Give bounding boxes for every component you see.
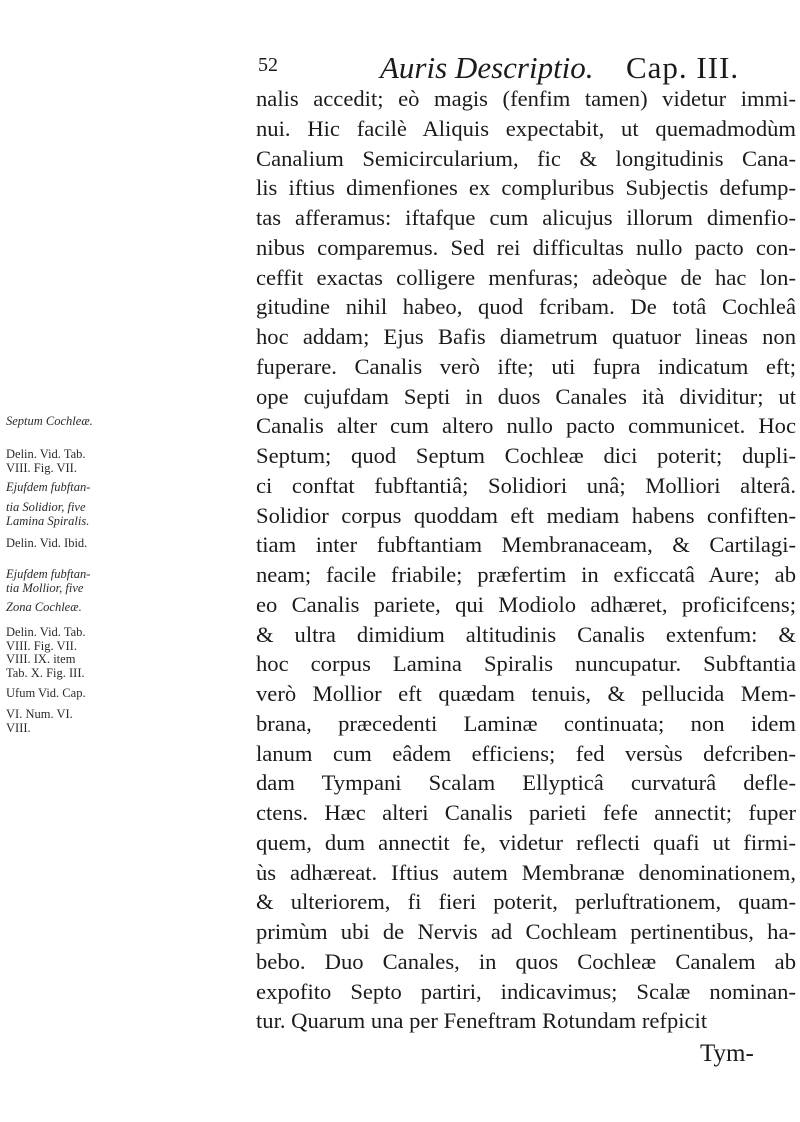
margin-note: tia Solidior, five: [6, 500, 86, 514]
margin-note: Ejufdem fubftan-: [6, 480, 91, 494]
text-line: Septum; quod Septum Cochleæ dici poterit; dupli-: [256, 443, 796, 468]
text-line: & ultra dimidium altitudinis Canalis extenfum: &: [256, 621, 796, 647]
text-line: Canalis alter cum altero nullo pacto communicet. Hoc: [256, 413, 796, 439]
margin-note: Lamina Spiralis.: [6, 514, 90, 528]
margin-note: VIII. IX. item: [6, 652, 76, 666]
text-line: & ulteriorem, fi fieri poterit, perluftrationem, quam-: [256, 889, 796, 915]
chapter-label: Cap. III.: [626, 50, 740, 85]
text-line: tiam inter fubftantiam Membranaceam, & Cartilagi-: [256, 532, 796, 558]
text-line: nui. Hic facilè Aliquis expectabit, ut quemadmodùm: [256, 115, 796, 141]
text-line: tas afferamus: iftafque cum alicujus illorum dimenfio-: [256, 205, 796, 230]
text-line: ctens. Hæc alteri Canalis parieti fefe annectit; fuper: [256, 800, 796, 825]
text-line: primùm ubi de Nervis ad Cochleam pertinentibus, ha-: [256, 919, 796, 944]
text-line: ùs adhæreat. Iftius autem Membranæ denominationem,: [256, 859, 796, 885]
running-title: Auris Descriptio.: [380, 50, 594, 85]
text-line: ceffit exactas colligere menfuras; adeòque de hac lon-: [256, 264, 796, 290]
margin-note: tia Mollior, five: [6, 581, 84, 595]
catchword: Tym-: [700, 1040, 754, 1067]
margin-note: Delin. Vid. Tab.: [6, 625, 86, 639]
text-line: dam Tympani Scalam Ellypticâ curvaturâ defle-: [256, 770, 796, 796]
text-line: neam; facile friabile; præfertim in exficcatâ Aure; ab: [256, 562, 796, 587]
text-line: eo Canalis pariete, qui Modiolo adhæret, proficifcens;: [256, 591, 796, 617]
text-line: verò Mollior eft quædam tenuis, & pellucida Mem-: [256, 681, 796, 706]
text-line: lis iftius dimenfiones ex compluribus Subjectis defump-: [256, 175, 796, 201]
margin-note: Zona Cochleæ.: [6, 600, 82, 614]
text-line: Solidior corpus quoddam eft mediam habens confiften-: [256, 502, 796, 528]
text-line: lanum cum eâdem efficiens; fed versùs defcriben-: [256, 740, 796, 766]
text-line: nalis accedit; eò magis (fenfim tamen) videtur immi-: [256, 86, 796, 111]
margin-note: VIII. Fig. VII.: [6, 639, 77, 653]
page-number: 52: [258, 54, 278, 76]
text-line: gitudine nihil habeo, quod fcribam. De totâ Cochleâ: [256, 294, 796, 320]
text-line: nibus comparemus. Sed rei difficultas nullo pacto con-: [256, 234, 796, 260]
margin-note: Delin. Vid. Tab.: [6, 447, 86, 461]
margin-note: Septum Cochleæ.: [6, 414, 93, 428]
text-line: fuperare. Canalis verò ifte; uti fupra indicatum eft;: [256, 353, 796, 379]
margin-note: Ejufdem fubftan-: [6, 567, 91, 581]
text-line: hoc corpus Lamina Spiralis nuncupatur. Subftantia: [256, 651, 796, 677]
margin-note: VIII. Fig. VII.: [6, 461, 77, 475]
margin-note: VI. Num. VI.: [6, 707, 73, 721]
text-line: brana, præcedenti Laminæ continuata; non idem: [256, 710, 796, 736]
text-line: expofito Septo partiri, indicavimus; Scalæ nominan-: [256, 978, 796, 1004]
text-line: ope cujufdam Septi in duos Canales ità dividitur; ut: [256, 383, 796, 409]
margin-note: Tab. X. Fig. III.: [6, 666, 85, 680]
text-line: Canalium Semicircularium, fic & longitudinis Cana-: [256, 145, 796, 171]
margin-note: Ufum Vid. Cap.: [6, 686, 86, 700]
text-line: ci conftat fubftantiâ; Solidiori unâ; Molliori alterâ.: [256, 472, 796, 498]
margin-note: VIII.: [6, 721, 31, 735]
text-line: tur. Quarum una per Feneftram Rotundam refpicit: [256, 1008, 708, 1034]
margin-note: Delin. Vid. Ibid.: [6, 536, 88, 550]
text-line: bebo. Duo Canales, in quos Cochleæ Canalem ab: [256, 948, 796, 974]
text-line: quem, dum annectit fe, videtur reflecti quafi ut firmi-: [256, 829, 796, 855]
text-line: hoc addam; Ejus Bafis diametrum quatuor lineas non: [256, 324, 796, 349]
